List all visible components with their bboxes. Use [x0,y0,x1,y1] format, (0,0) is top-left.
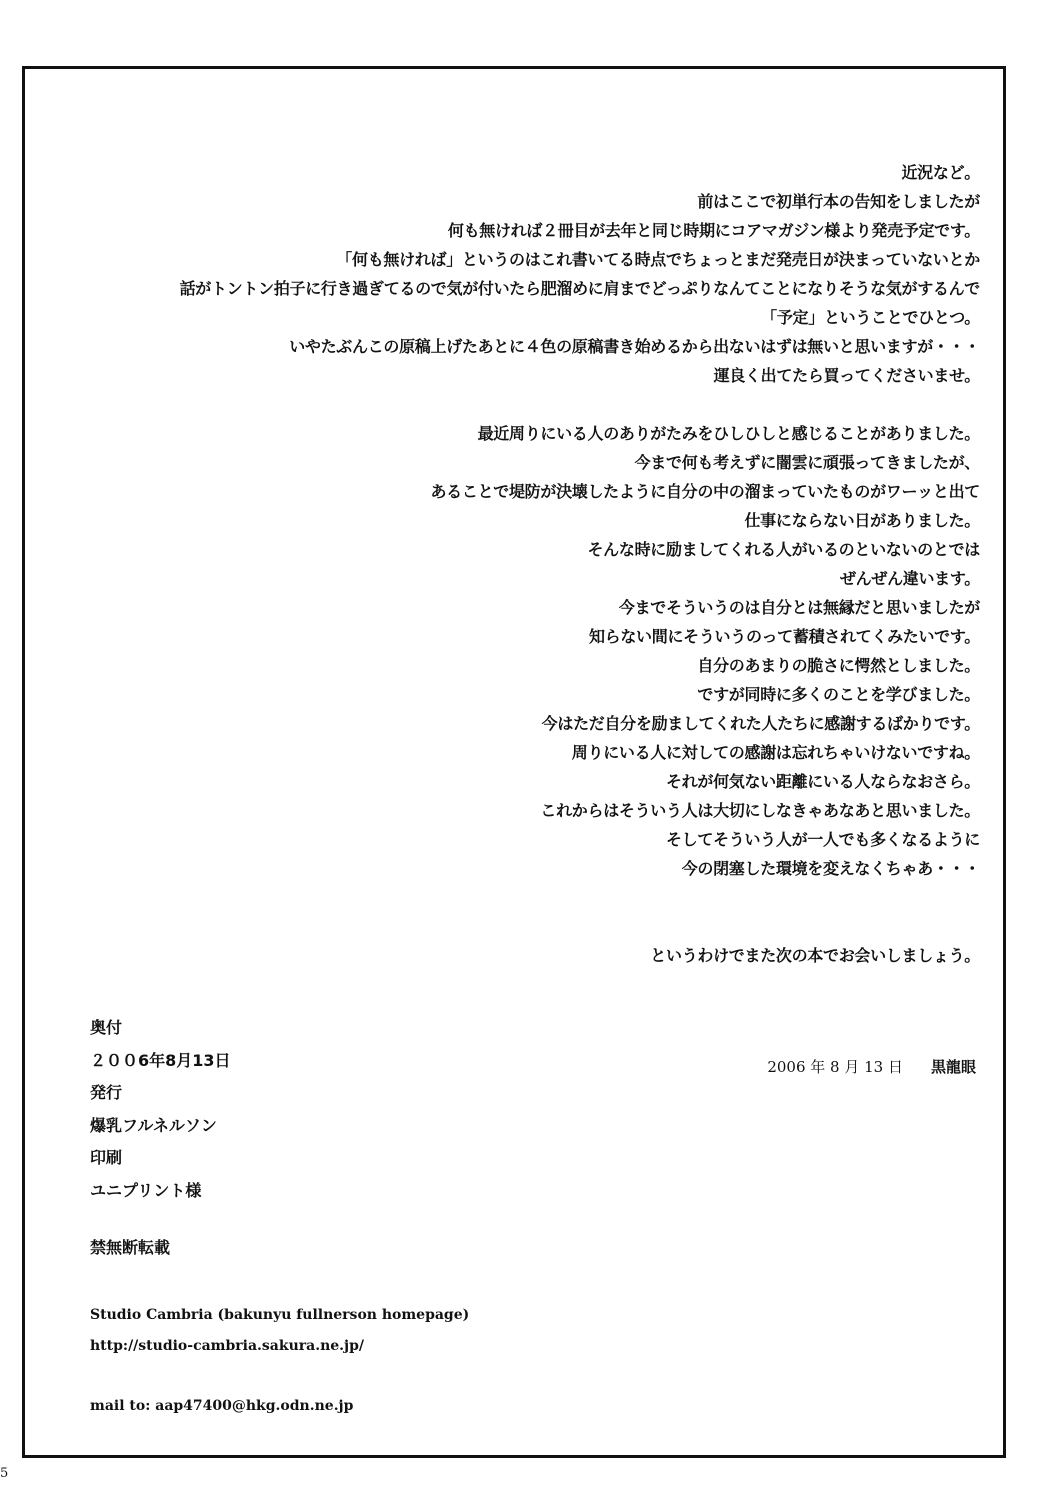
afterword-line: あることで堤防が決壊したように自分の中の溜まっていたものがワーッと出て [430,482,980,501]
website-info [90,1300,469,1362]
contact-email[interactable]: mail to: aap47400@hkg.odn.ne.jp [90,1398,354,1414]
afterword-text [80,158,980,970]
afterword-line: 話がトントン拍子に行き過ぎてるので気が付いたら肥溜めに肩までどっぷりなんてことになりそうな気がするんで [179,279,980,298]
printer-label: 印刷 [90,1148,123,1167]
afterword-line: そしてそういう人が一人でも多くなるように [665,830,980,849]
publisher-name: 爆乳フルネルソン [90,1115,217,1135]
afterword-line: 周りにいる人に対しての感謝は忘れちゃいけないですね。 [571,743,980,762]
publisher-label: 発行 [90,1083,123,1102]
afterword-line: それが何気ない距離にいる人ならなおさら。 [665,772,980,791]
afterword-line: 「予定」ということでひとつ。 [761,308,980,327]
paragraph-gap [80,912,980,941]
colophon-heading: 奥付 [90,1018,123,1037]
afterword-line: ですが同時に多くのことを学びました。 [697,685,980,704]
signature-name: 黒龍眼 [930,1058,976,1076]
afterword-line: 知らない間にそういうのって蓄積されてくみたいです。 [588,627,980,646]
afterword-line: 今までそういうのは自分とは無縁だと思いましたが [618,598,980,617]
site-name: Studio Cambria (bakunyu fullnerson homepage) [90,1307,470,1323]
colophon-date: ２００6年8月13日 [90,1050,231,1070]
afterword-line: これからはそういう人は大切にしなきゃあなあと思いました。 [540,801,980,820]
afterword-line: 「何も無ければ」というのはこれ書いてる時点でちょっとまだ発売日が決まっていないとか [336,250,980,269]
afterword-line: 最近周りにいる人のありがたみをひしひしと感じることがありました。 [477,424,980,443]
afterword-line: 今の閉塞した環境を変えなくちゃあ・・・ [681,859,980,878]
afterword-line: 今はただ自分を励ましてくれた人たちに感謝するばかりです。 [541,714,980,733]
printer-name: ユニプリント様 [90,1180,202,1200]
site-url[interactable]: http://studio-cambria.sakura.ne.jp/ [90,1338,364,1354]
afterword-line: 近況など。 [901,163,980,182]
page-number: 5 [0,1466,9,1481]
afterword-line: 運良く出てたら買ってくださいませ。 [713,366,980,385]
afterword-line: いやたぶんこの原稿上げたあとに４色の原稿書き始めるから出ないはずは無いと思いますが・・・ [289,337,980,356]
signature-date: 2006 年 8 月 13 日 [767,1058,903,1076]
afterword-line: そんな時に励ましてくれる人がいるのといないのとでは [587,540,980,559]
signature [767,1056,976,1077]
afterword-line: 仕事にならない日がありました。 [744,511,980,530]
reproduction-notice: 禁無断転載 [90,1238,171,1257]
afterword-line: ぜんぜん違います。 [839,569,980,588]
colophon [90,1012,231,1207]
afterword-line: 今まで何も考えずに闇雲に頑張ってきましたが、 [634,453,980,472]
afterword-line: 自分のあまりの脆さに愕然としました。 [697,656,980,675]
afterword-line: 前はここで初単行本の告知をしましたが [697,192,980,211]
afterword-line: というわけでまた次の本でお会いしましょう。 [650,946,980,965]
afterword-line: 何も無ければ２冊目が去年と同じ時期にコアマガジン様より発売予定です。 [447,221,980,240]
paragraph-gap [80,883,980,912]
paragraph-gap [80,390,980,419]
